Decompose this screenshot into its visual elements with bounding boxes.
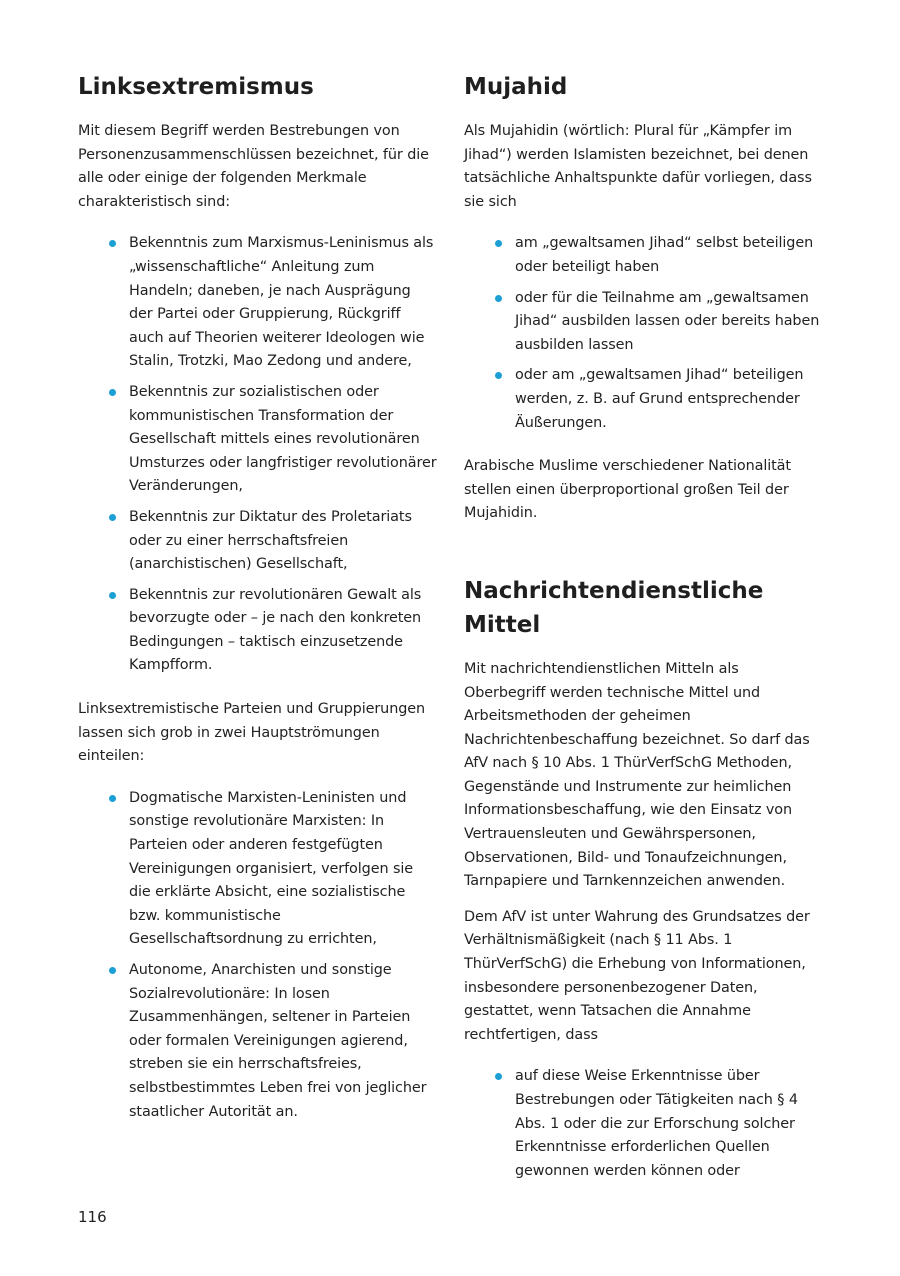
heading-linksextremismus: Linksextremismus [78,74,314,100]
bullet-icon [109,514,116,521]
bullet-icon [109,240,116,247]
list-item: Dogmatische Marxisten-Leninisten und sonstige revolutionäre Marxisten: In Parteien oder anderen festgefügten Vereinigungen organisiert, verfolgen sie die erklärte Absicht, eine sozialistische bzw. kommunistische Gesellschaftsordnung zu errichten, [129,787,438,952]
mujahid-closing: Arabische Muslime verschiedener Nationalität stellen einen überproportional großen Teil der Mujahidin. [464,458,791,522]
section-spacer [464,538,824,574]
bullet-icon [109,592,116,599]
middle-paragraph: Linksextremistische Parteien und Gruppierungen lassen sich grob in zwei Hauptströmungen einteilen: [78,701,426,765]
bullet-icon [495,295,502,302]
list-item: oder am „gewaltsamen Jihad“ beteiligen werden, z. B. auf Grund entsprechender Äußerungen. [515,364,824,435]
heading-nachrichtendienstliche-mittel: Nachrichtendienstliche Mittel [464,577,764,638]
intro-paragraph: Mit diesem Begriff werden Bestrebungen von Personenzusammenschlüssen bezeichnet, für die alle oder einige der folgenden Merkmale charakteristisch sind: [78,123,429,210]
bullet-icon [495,372,502,379]
mittel-paragraph-1: Mit nachrichtendienstlichen Mitteln als Oberbegriff werden technische Mittel und Arbeitsmethoden der geheimen Nachrichtenbeschaffung bezeichnet. So darf das AfV nach § 10 Abs. 1 ThürVerfSchG Methoden, Gegenstände und Instrumente zur heimlichen Informationsbeschaffung, wie den Einsatz von Vertrauensleuten und Gewährspersonen, Observationen, Bild- und Tonaufzeichnungen, Tarnpapiere und Tarnkennzeichen anwenden. [464,660,810,890]
page-number: 116 [78,1208,107,1226]
bullet-icon [109,389,116,396]
bullet-icon [495,240,502,247]
bullet-icon [109,795,116,802]
currents-list [78,787,438,1124]
list-item: am „gewaltsamen Jihad“ selbst beteiligen oder beteiligt haben [515,232,824,279]
right-column [464,70,824,1203]
heading-mujahid: Mujahid [464,74,568,100]
left-column [78,70,438,1144]
mittel-list [464,1065,824,1183]
bullet-icon [495,1073,502,1080]
mujahid-list [464,232,824,435]
list-item: Autonome, Anarchisten und sonstige Sozialrevolutionäre: In losen Zusammenhängen, seltener in Parteien oder formalen Vereinigungen agierend, streben sie ein herrschaftsfreies, selbstbestimmtes Leben frei von jeglicher staatlicher Autorität an. [129,959,438,1124]
list-item: Bekenntnis zum Marxismus-Leninismus als „wissenschaftliche“ Anleitung zum Handeln; daneben, je nach Ausprägung der Partei oder Gruppierung, Rückgriff auch auf Theorien weiterer Ideologen wie Stalin, Trotzki, Mao Zedong und andere, [129,232,438,374]
list-item: oder für die Teilnahme am „gewaltsamen Jihad“ ausbilden lassen oder bereits haben ausbilden lassen [515,287,824,358]
mujahid-intro: Als Mujahidin (wörtlich: Plural für „Kämpfer im Jihad“) werden Islamisten bezeichnet, bei denen tatsächliche Anhaltspunkte dafür vorliegen, dass sie sich [464,123,812,210]
list-item: Bekenntnis zur sozialistischen oder kommunistischen Transformation der Gesellschaft mittels eines revolutionären Umsturzes oder langfristiger revolutionärer Veränderungen, [129,381,438,499]
list-item: Bekenntnis zur revolutionären Gewalt als bevorzugte oder – je nach den konkreten Bedingungen – taktisch einzusetzende Kampfform. [129,584,438,678]
bullet-icon [109,967,116,974]
list-item: Bekenntnis zur Diktatur des Proletariats oder zu einer herrschaftsfreien (anarchistischen) Gesellschaft, [129,506,438,577]
feature-list [78,232,438,678]
list-item: auf diese Weise Erkenntnisse über Bestrebungen oder Tätigkeiten nach § 4 Abs. 1 oder die zur Erforschung solcher Erkenntnisse erforderlichen Quellen gewonnen werden können oder [515,1065,824,1183]
mittel-paragraph-2: Dem AfV ist unter Wahrung des Grundsatzes der Verhältnismäßigkeit (nach § 11 Abs. 1 ThürVerfSchG) die Erhebung von Informationen, insbesondere personenbezogener Daten, gestattet, wenn Tatsachen die Annahme rechtfertigen, dass [464,908,810,1043]
